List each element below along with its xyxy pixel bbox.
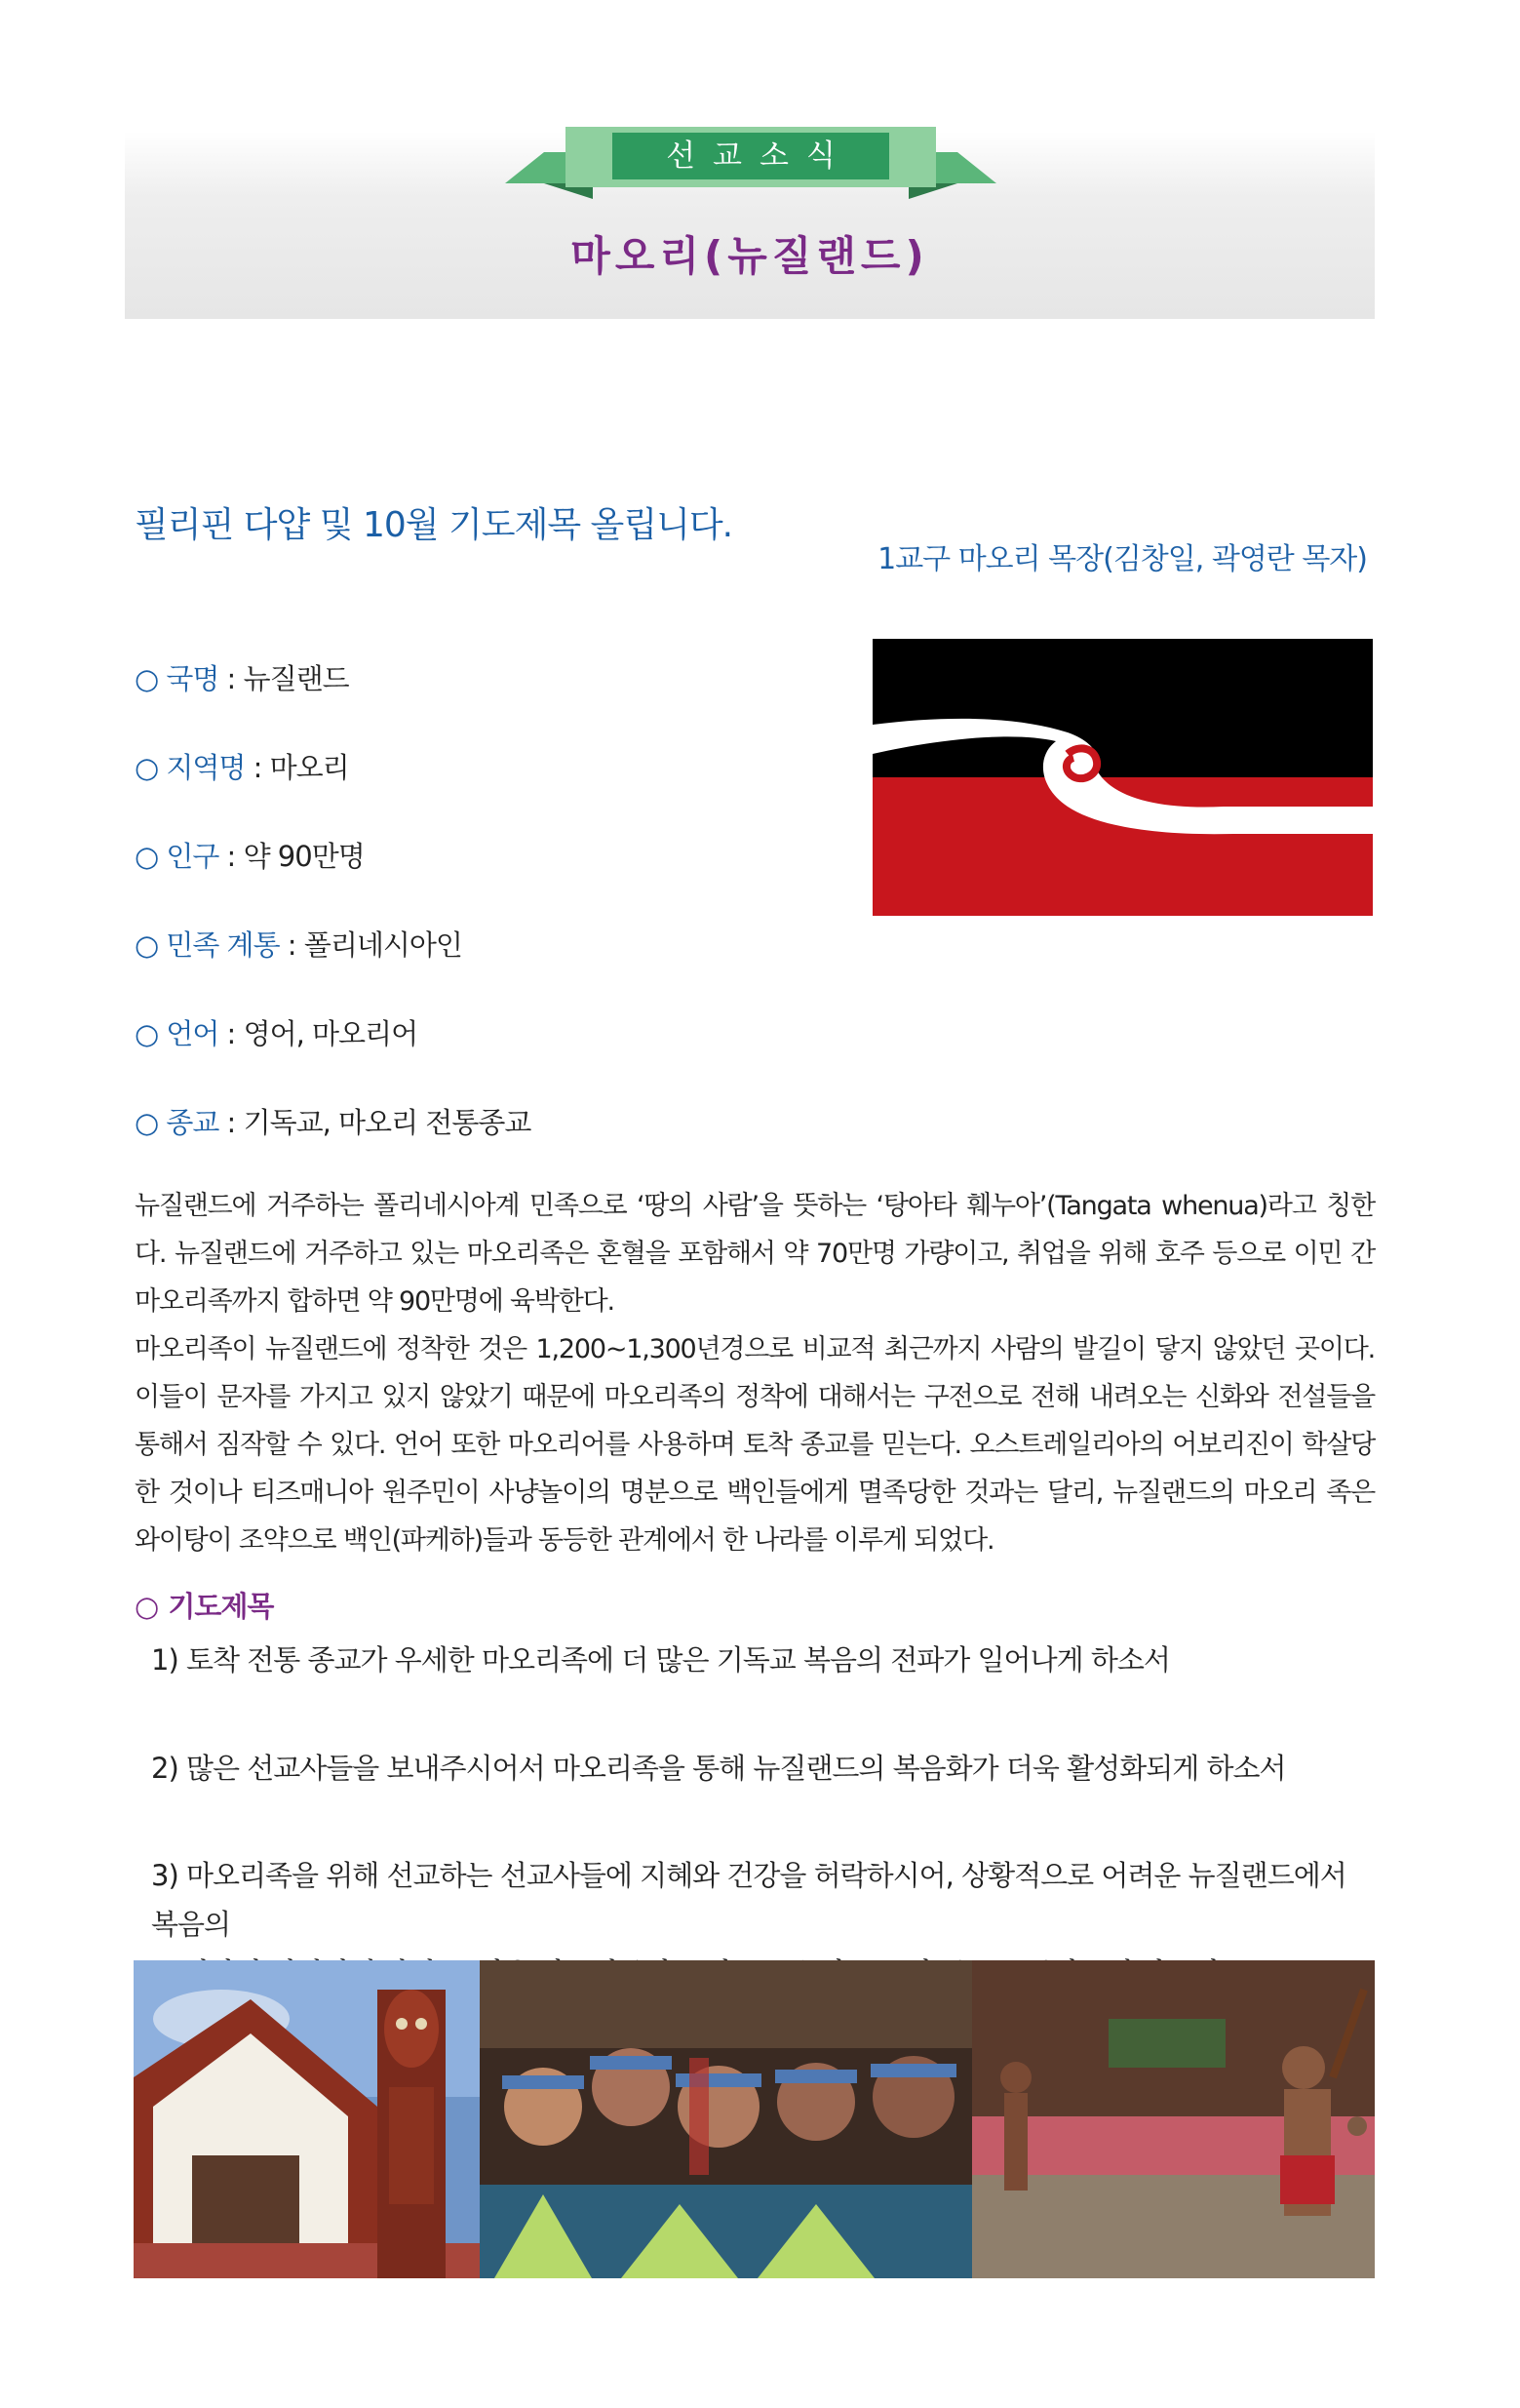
bullet-icon: ○ (135, 840, 159, 873)
body-paragraph: 뉴질랜드에 거주하는 폴리네시아계 민족으로 ‘땅의 사람’을 뜻하는 ‘탕아타 훼누아’(Tangata whenua)라고 칭한다. 뉴질랜드에 거주하고 있는 마오리족은 혼혈을 포함해서 약 70만명 가량이고, 취업을 위해 호주 등으로 이민 간 마오리족까지 합하면 약 90만명에 육박한다. 마오리족이 뉴질랜드에 정착한 것은 1,200~1,300년경으로 비교적 최근까지 사람의 발길이 닿지 않았던 곳이다. 이들이 문자를 가지고 있지 않았기 때문에 마오리족의 정착에 대해서는 구전으로 전해 내려오는 신화와 전설들을 통해서 짐작할 수 있다. 언어 또한 마오리어를 사용하며 토착 종교를 믿는다. 오스트레일리아의 어보리진이 학살당한 것이나 티즈매니아 원주민이 사냥놀이의 명분으로 백인들에게 멸족당한 것과는 달리, 뉴질랜드의 마오리 족은 와이탕이 조약으로 백인(파케하)들과 동등한 관계에서 한 나라를 이루게 되었다. (135, 1191, 1375, 1556)
info-item-language: ○ 언어 : 영어, 마오리어 (135, 1017, 418, 1050)
info-item-ethnicity: ○ 민족 계통 : 폴리네시아인 (135, 928, 462, 962)
bullet-icon: ○ (135, 1106, 159, 1139)
page-title: 마오리(뉴질랜드) (570, 232, 929, 280)
prayer-item-2: 2) 많은 선교사들을 보내주시어서 마오리족을 통해 뉴질랜드의 복음화가 더욱 활성화되게 하소서 (151, 1752, 1286, 1785)
maori-flag-image (873, 639, 1373, 916)
bullet-icon: ○ (135, 1017, 159, 1050)
bullet-icon: ○ (135, 928, 159, 962)
ribbon-badge (505, 127, 996, 203)
info-item-religion: ○ 종교 : 기독교, 마오리 전통종교 (135, 1106, 531, 1139)
bullet-icon: ○ (135, 662, 159, 695)
author-line: 1교구 마오리 목장(김창일, 곽영란 목자) (877, 542, 1367, 576)
info-item-population: ○ 인구 : 약 90만명 (135, 840, 365, 873)
ribbon-label: 선교소식 (666, 138, 853, 174)
women-group-photo (480, 1960, 972, 2278)
prayer-item-1: 1) 토착 전통 종교가 우세한 마오리족에 더 많은 기독교 복음의 전파가 일어나게 하소서 (151, 1643, 1170, 1677)
bullet-icon: ○ (135, 1590, 159, 1623)
meeting-house-photo (134, 1960, 480, 2278)
subtitle: 필리핀 다얍 및 10월 기도제목 올립니다. (135, 505, 733, 545)
info-item-country: ○ 국명 : 뉴질랜드 (135, 662, 349, 695)
prayer-item-3: 3) 마오리족을 위해 선교하는 선교사들에 지혜와 건강을 허락하시어, 상황적으로 어려운 뉴질랜드에서 복음의 (151, 1859, 1346, 1941)
info-item-region: ○ 지역명 : 마오리 (135, 751, 349, 784)
haka-performance-photo (972, 1960, 1375, 2278)
country-info-list (135, 653, 817, 1186)
bullet-icon: ○ (135, 751, 159, 784)
prayer-heading: ○ 기도제목 (135, 1590, 274, 1623)
photo-strip (134, 1960, 1375, 2278)
